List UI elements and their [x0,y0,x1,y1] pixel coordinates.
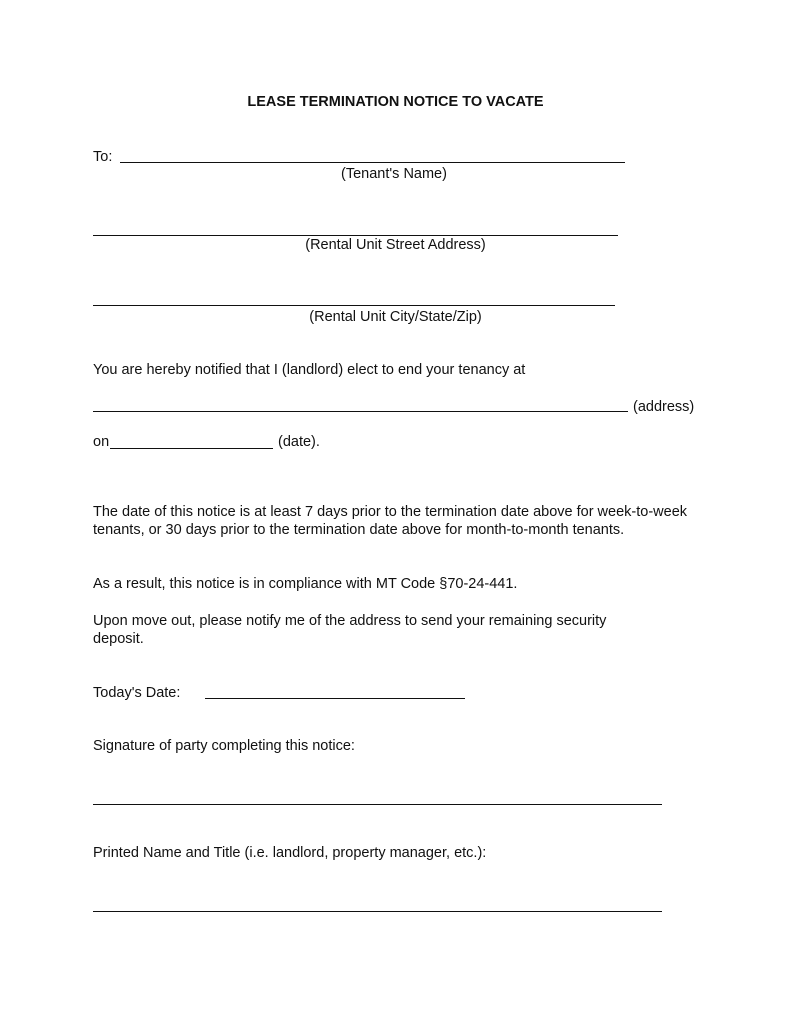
city-state-zip-line[interactable] [93,305,615,306]
tenancy-address-line[interactable] [93,411,628,412]
compliance-paragraph: As a result, this notice is in compliance with MT Code §70-24-441. [93,576,518,592]
notice-period-paragraph: The date of this notice is at least 7 days prior to the termination date above for week-to-week tenants, or 30 days prior to the termination date above for month-to-month tenants. [93,504,688,538]
tenant-name-line[interactable] [120,162,625,163]
signature-line[interactable] [93,804,662,805]
date-label: (date). [278,434,320,450]
to-label: To: [93,149,113,165]
city-state-zip-caption: (Rental Unit City/State/Zip) [309,309,482,325]
security-deposit-paragraph: Upon move out, please notify me of the address to send your remaining security deposit. [93,613,607,647]
termination-date-line[interactable] [110,448,273,449]
todays-date-line[interactable] [205,698,465,699]
notice-statement: You are hereby notified that I (landlord) elect to end your tenancy at [93,362,526,378]
street-address-caption: (Rental Unit Street Address) [305,237,486,253]
address-label: (address) [633,399,695,415]
street-address-line[interactable] [93,235,618,236]
printed-name-line[interactable] [93,911,662,912]
document-title: LEASE TERMINATION NOTICE TO VACATE [247,94,544,110]
signature-label: Signature of party completing this notice: [93,738,355,754]
on-label: on [93,434,110,450]
tenant-name-caption: (Tenant's Name) [341,166,447,182]
todays-date-label: Today's Date: [93,685,181,701]
printed-name-label: Printed Name and Title (i.e. landlord, property manager, etc.): [93,845,487,861]
